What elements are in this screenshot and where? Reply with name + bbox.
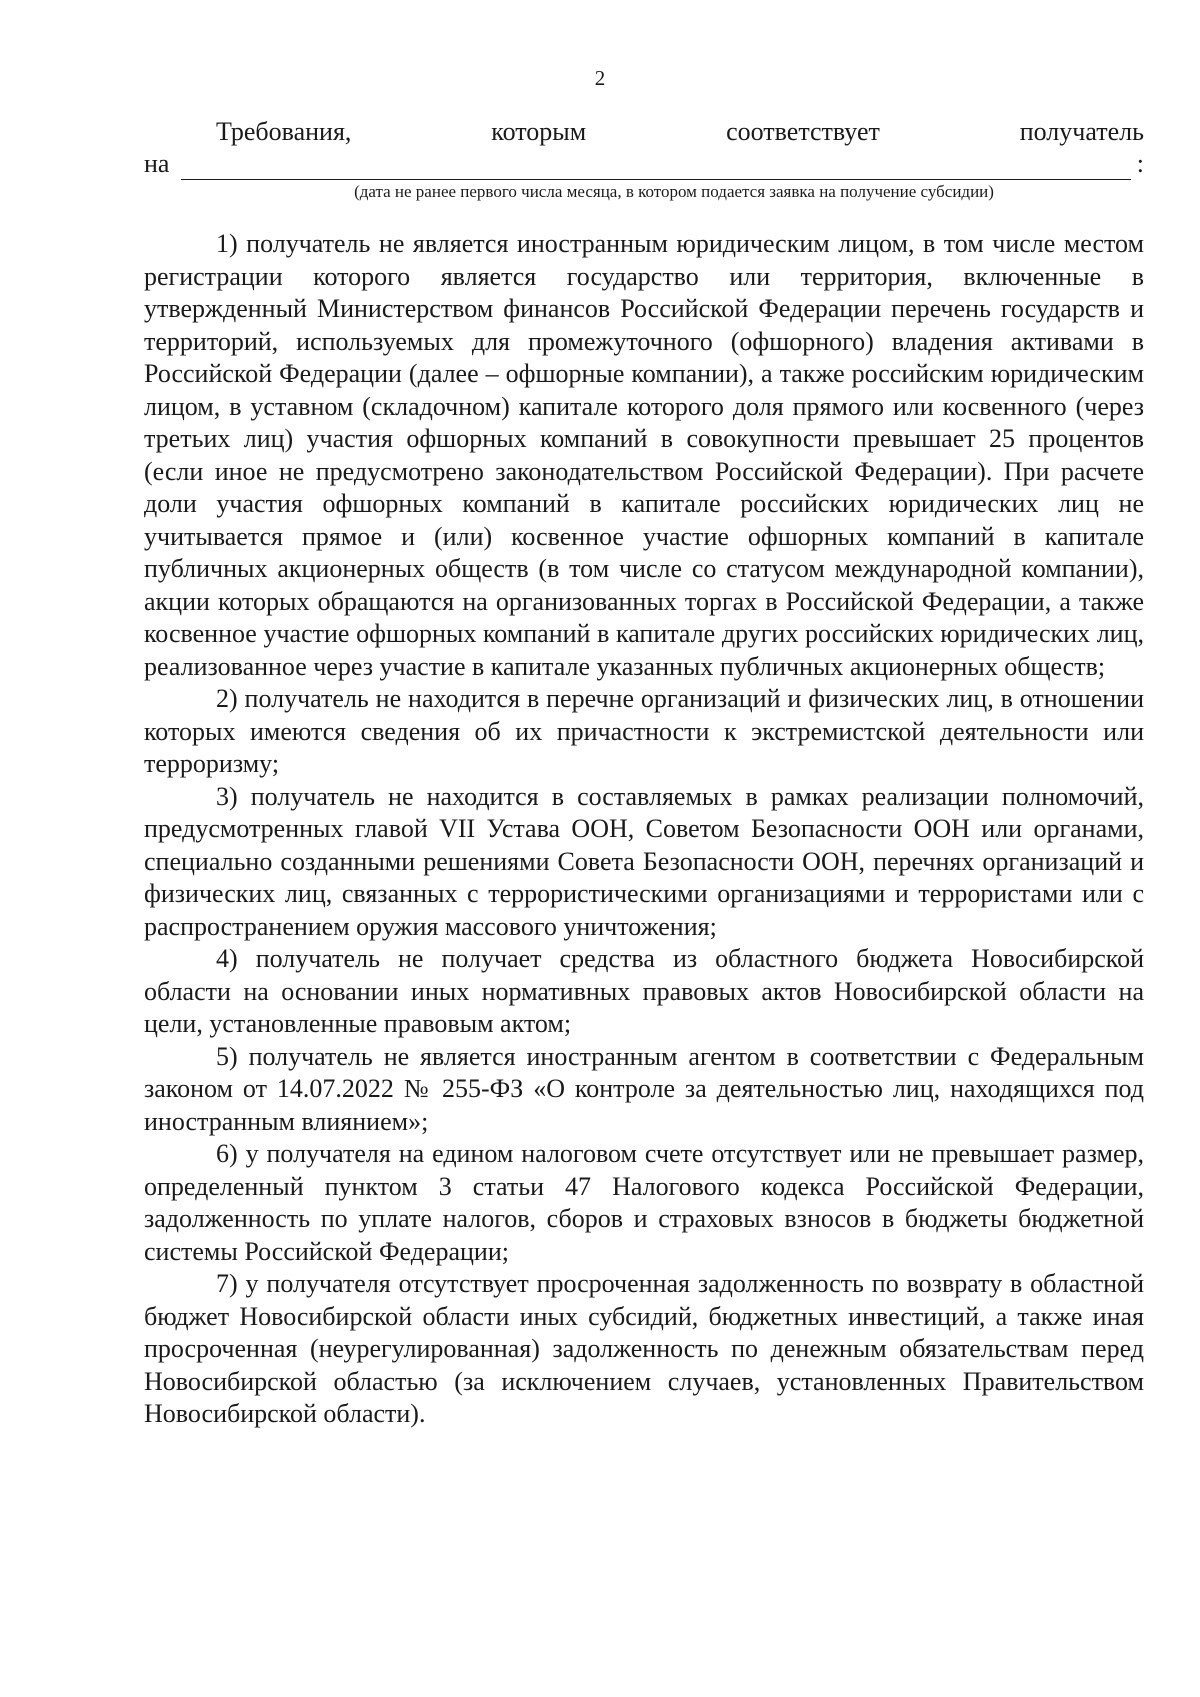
requirement-item: 4) получатель не получает средства из областного бюджета Новосибирской области на основании иных нормативных правовых актов Новосибирской области на цели, установленные правовым актом; xyxy=(144,944,1144,1038)
page-number: 2 xyxy=(594,66,606,90)
requirement-item: 1) получатель не является иностранным юридическим лицом, в том числе местом регистрации которого является государство или территория, включенные в утвержденный Министерством финансов Российской Федерации перечень государств и территорий, используемых для промежуточного (офшорного) владения активами в Российской Федерации (далее – офшорные компании), а также российским юридическим лицом, в уставном (складочном) капитале которого доля прямого или косвенного (через третьих лиц) участия офшорных компаний в совокупности превышает 25 процентов (если иное не предусмотрено законодательством Российской Федерации). При расчете доли участия офшорных компаний в капитале российских юридических лиц не учитывается прямое и (или) косвенное участие офшорных компаний в капитале публичных акционерных обществ (в том числе со статусом международной компании), акции которых обращаются на организованных торгах в Российской Федерации, а также косвенное участие офшорных компаний в капитале других российских юридических лиц, реализованное через участие в капитале указанных публичных акционерных обществ; xyxy=(144,229,1144,681)
date-hint: (дата не ранее первого числа месяца, в котором подается заявка на получение субсидии) xyxy=(354,182,994,201)
date-blank-field xyxy=(181,155,1130,180)
date-line xyxy=(144,148,1144,180)
requirement-item: 6) у получателя на едином налоговом счете отсутствует или не превышает размер, определенный пунктом 3 статьи 47 Налогового кодекса Российской Федерации, задолженность по уплате налогов, сборов и страховых взносов в бюджеты бюджетной системы Российской Федерации; xyxy=(144,1139,1144,1266)
heading-word: Требования, xyxy=(216,117,352,146)
heading-word: которым xyxy=(491,117,587,146)
requirement-item: 2) получатель не находится в перечне организаций и физических лиц, в отношении которых имеются сведения об их причастности к экстремистской деятельности или терроризму; xyxy=(144,684,1144,778)
heading-word: получатель xyxy=(1019,117,1144,146)
requirements-list xyxy=(144,228,1144,1431)
requirements-heading xyxy=(216,116,1144,148)
date-line-suffix: : xyxy=(1136,149,1144,178)
requirement-item: 5) получатель не является иностранным агентом в соответствии с Федеральным законом от 14.07.2022 № 255-ФЗ «О контроле за деятельностью лиц, находящихся под иностранным влиянием»; xyxy=(144,1041,1144,1136)
date-line-prefix: на xyxy=(144,149,170,178)
requirement-item: 7) у получателя отсутствует просроченная задолженность по возврату в областной бюджет Новосибирской области иных субсидий, бюджетных инвестиций, а также иная просроченная (неурегулированная) задолженность по денежным обязательствам перед Новосибирской областью (за исключением случаев, установленных Правительством Новосибирской области). xyxy=(144,1269,1144,1428)
heading-word: соответствует xyxy=(726,117,880,146)
requirement-item: 3) получатель не находится в составляемых в рамках реализации полномочий, предусмотренных главой VII Устава ООН, Советом Безопасности ООН или органами, специально созданными решениями Совета Безопасности ООН, перечнях организаций и физических лиц, связанных с террористическими организациями и террористами или с распространением оружия массового уничтожения; xyxy=(144,781,1144,941)
